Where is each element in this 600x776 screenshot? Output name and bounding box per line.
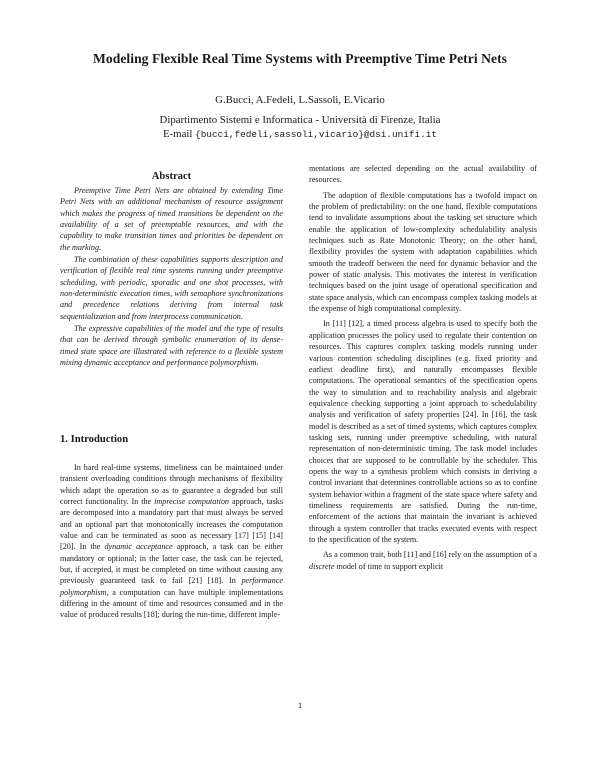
term-discrete: discrete bbox=[309, 561, 335, 571]
email-address: {bucci,fedeli,sassoli,vicario}@dsi.unifi.it bbox=[195, 129, 437, 140]
abstract-body bbox=[60, 185, 283, 370]
intro-paragraph-1 bbox=[60, 462, 283, 621]
paper-title: Modeling Flexible Real Time Systems with Preemptive Time Petri Nets bbox=[93, 51, 507, 66]
term-dynamic-acceptance: dynamic acceptance bbox=[104, 542, 173, 552]
introduction-body bbox=[60, 462, 283, 625]
abstract-paragraph-2: The combination of these capabilities supports description and verification of flexible real time systems running under preemptive scheduling, with periodic, sporadic and one shot processes, with non-deterministic execution times, with semaphore synchronizations and precedence relations deriving from internal task sequentialization and from interprocess communication. bbox=[60, 255, 283, 321]
intro-paragraph-4 bbox=[309, 549, 537, 572]
page-number: 1 bbox=[297, 700, 303, 710]
author-list: G.Bucci, A.Fedeli, L.Sassoli, E.Vicario bbox=[215, 94, 385, 106]
section-heading-introduction: 1. Introduction bbox=[60, 434, 129, 445]
right-column-body bbox=[309, 163, 537, 576]
term-performance-polymorphism: performance polymorphism bbox=[60, 576, 283, 597]
affiliation: Dipartimento Sistemi e Informatica - Università di Firenze, Italia bbox=[159, 114, 441, 126]
abstract-paragraph-3: The expressive capabilities of the model and the type of results that can be derived through symbolic enumeration of its dense-timed state space are illustrated with reference to a flexible system mixing dynamic acceptance and performance polymorphism. bbox=[60, 324, 283, 368]
intro-paragraph-3: In [11] [12], a timed process algebra is used to specify both the application processes the policy used to regulate their contention on resources. This captures complex tasking models running under various contention scheduling disciplines (e.g. fixed priority and earliest deadline first), and naturally encompasses flexible computations. The operational semantics of the specification opens the way to simulation and to reachability analysis and algebraic equivalence checking supporting a joint approach to schedulability analysis and verification of safety properties [24]. In [16], the task model is described as a set of timed systems, which captures complex tasking sets, running under preemptive scheduling, with natural representation of non-deterministic timing. The task model includes choices that are supposed to be controllable by the scheduler. This opens the way to a synthesis problem which consists in deriving a control invariant that determines controllable actions so as to confine system behavior within a fragment of the state space where safety and timeliness requirements are satisfied. During the run-time, enforcement of the actions that maintain the invariant is achieved through a system controller that tracks executed events with respect to the specification of the system. bbox=[309, 319, 537, 544]
intro-p1-text-2: approach, tasks are decomposed into a mandatory part that must always be served and an optional part that monotonically increases the computation value and can be terminated as soon as necessary [17] [15] [14] [20]. In the bbox=[60, 497, 283, 552]
email-label: E-mail bbox=[162, 128, 196, 140]
abstract-heading: Abstract bbox=[151, 171, 192, 182]
term-imprecise-computation: imprecise computation bbox=[154, 497, 229, 507]
email-line bbox=[0, 128, 600, 140]
abstract-paragraph-1: Preemptive Time Petri Nets are obtained by extending Time Petri Nets with an additional mechanism of resource assignment which makes the progress of timed transitions be dependent on the availability of a set of preemptable resources, and with the capability to make transition times and priorities be dependent on the marking. bbox=[60, 186, 283, 252]
intro-p4-text-2: model of time to support explicit bbox=[334, 561, 444, 571]
intro-paragraph-2: The adoption of flexible computations has a twofold impact on the problem of predictability: on the one hand, flexible computations tend to invalidate assumptions about the tasking set structure which enable the application of low-complexity schedulability analysis techniques such as Rate Monotonic Theory; on the other hand, flexibility provides the system with adaptation capabilities which smooth the tradeoff between the need for dynamic behavior and the power of static analysis. This motivates the interest in verification techniques based on the joint usage of operational specification and state space analysis, which can encompass complex tasking models at the expense of high computational complexity. bbox=[309, 190, 537, 314]
intro-p1-text-4: , a computation can have multiple implementations differing in the amount of time and resources consumed and in the value of produced results [18]; during the run-time, different imple- bbox=[60, 587, 283, 620]
intro-p1-text-3: approach, a task can be either mandatory or optional; in the latter case, the task can be rejected, but, if accepted, it must be completed on time without causing any previously guaranteed task to fail [21] [18]. In bbox=[60, 542, 283, 586]
intro-p4-text-1: As a common trait, both [11] and [16] rely on the assumption of a bbox=[323, 550, 537, 560]
continuation-text: mentations are selected depending on the actual availability of resources. bbox=[309, 164, 537, 185]
intro-p1-text-1: In hard real-time systems, timeliness can be maintained under transient overloading conditions through mechanisms of flexibility which adapt the operation so as to guarantee a degraded but still correct functionality. In the bbox=[60, 463, 283, 507]
